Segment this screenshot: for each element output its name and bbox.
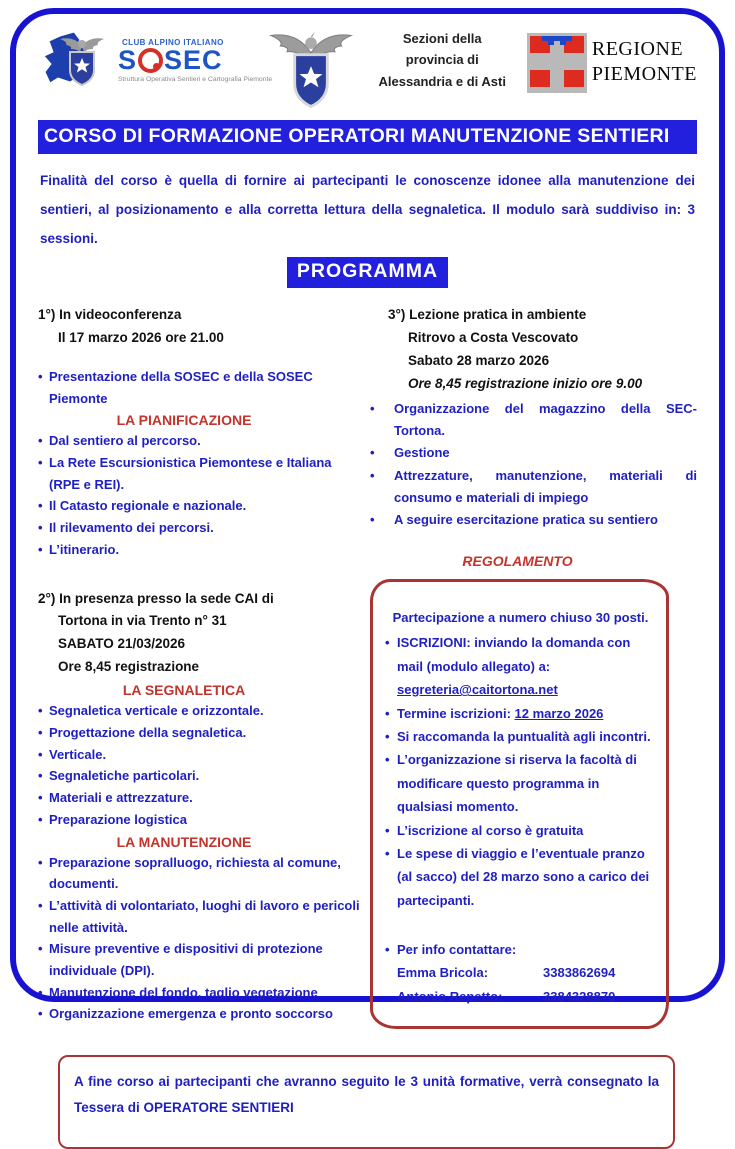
course-title-bar: CORSO DI FORMAZIONE OPERATORI MANUTENZIONE SENTIERI (38, 120, 697, 154)
session2-heading (38, 588, 360, 680)
pianificazione-heading: LA PIANIFICAZIONE (116, 412, 252, 429)
regione-line2: PIEMONTE (591, 63, 697, 85)
session3-heading (368, 304, 697, 396)
session3-line4: Ore 8,45 registrazione inizio ore 9.00 (408, 375, 643, 391)
course-intro-text: Finalità del corso è quella di fornire ai partecipanti le conoscenze idonee alla manutenzione dei sentieri, al posizionamento e alla corretta lettura della segnaletica. Il modulo sarà suddiviso in: 3 sessioni. (40, 173, 695, 247)
session1-bullets (38, 366, 360, 409)
manutenzione-bullets (38, 852, 360, 1026)
segnaletica-heading: LA SEGNALETICA (122, 682, 246, 699)
list-item (385, 702, 656, 725)
session3-line2: Ritrovo a Costa Vescovato (408, 329, 579, 345)
list-item: • Si raccomanda la puntualità agli incontri. (385, 725, 656, 748)
list-item: • Misure preventive e dispositivi di protezione individuale (DPI). (38, 938, 360, 981)
contacts-label-list (385, 938, 656, 961)
list-item: • L’attività di volontariato, luoghi di lavoro e pericoli nelle attività. (38, 895, 360, 938)
list-item: • Il Catasto regionale e nazionale. (38, 495, 360, 517)
cai-eagle-emblem-icon (263, 22, 359, 118)
list-item: • Segnaletiche particolari. (38, 765, 360, 787)
list-item: • Organizzazione emergenza e pronto soccorso (38, 1003, 360, 1025)
footer-note-box (58, 1055, 675, 1148)
left-column (38, 304, 360, 1025)
iscrizioni-label: ISCRIZIONI: inviando la domanda con mail (modulo allegato) a: (397, 635, 631, 674)
regione-piemonte-label (592, 37, 697, 87)
pianificazione-bullets (38, 430, 360, 560)
session3-bullets (368, 398, 697, 531)
list-item: • Dal sentiero al percorso. (38, 430, 360, 452)
list-item: • Verticale. (38, 744, 360, 766)
list-item: • Preparazione logistica (38, 809, 360, 831)
list-item: • Segnaletica verticale e orizzontale. (38, 700, 360, 722)
regione-piemonte-logo (526, 22, 697, 94)
regolamento-heading: REGOLAMENTO (462, 553, 573, 570)
programma-heading: PROGRAMMA (287, 257, 448, 288)
session2-line3: SABATO 21/03/2026 (58, 636, 186, 652)
contact-row (385, 985, 656, 1008)
sosec-logo (38, 22, 273, 92)
session1-subtitle: Il 17 marzo 2026 ore 21.00 (58, 329, 224, 345)
list-item: • Manutenzione del fondo, taglio vegetazione (38, 982, 360, 1004)
termine-label: Termine iscrizioni: (397, 705, 515, 721)
contact-phone: 3383862694 (543, 965, 616, 981)
list-item: • La Rete Escursionistica Piemontese e Italiana (RPE e REI). (38, 452, 360, 495)
segnaletica-bullets (38, 700, 360, 830)
sosec-name (118, 44, 272, 75)
sosec-logo-text (118, 39, 272, 84)
list-item: • Il rilevamento dei percorsi. (38, 517, 360, 539)
program-columns (38, 304, 697, 1029)
contact-name: Antonio Repetto: (397, 988, 503, 1004)
list-item (385, 631, 656, 701)
email-link[interactable]: segreteria@caitortona.net (397, 682, 558, 698)
contact-row (385, 961, 656, 984)
list-item: • L’itinerario. (38, 539, 360, 561)
list-item: • Progettazione della segnaletica. (38, 722, 360, 744)
list-item: • Materiali e attrezzature. (38, 787, 360, 809)
session1-title: 1°) In videoconferenza (38, 307, 182, 323)
manutenzione-heading: LA MANUTENZIONE (116, 833, 252, 850)
session2-line4: Ore 8,45 registrazione (58, 659, 200, 675)
sosec-name-pre: S (118, 44, 138, 75)
footer-note-text: A fine corso ai partecipanti che avranno seguito le 3 unità formative, verrà consegnato la Tessera di OPERATORE SENTIERI (74, 1074, 659, 1115)
session2-line2: Tortona in via Trento n° 31 (58, 613, 227, 629)
list-item: • L’organizzazione si riserva la facoltà di modificare questo programma in qualsiasi momento. (385, 748, 656, 818)
regione-line1: REGIONE (591, 38, 684, 60)
list-item: • L’iscrizione al corso è gratuita (385, 819, 656, 842)
regolamento-items (385, 631, 656, 912)
regolamento-box (370, 579, 669, 1029)
list-item: • Preparazione sopralluogo, richiesta al comune, documenti. (38, 852, 360, 895)
contacts-block (385, 938, 656, 1008)
regolamento-intro: Partecipazione a numero chiuso 30 posti. (392, 610, 649, 626)
list-item: • Presentazione della SOSEC e della SOSEC Piemonte (38, 366, 360, 409)
list-item: • Gestione (368, 442, 697, 464)
programma-wrap (38, 257, 697, 288)
sosec-tagline: Struttura Operativa Sentieri e Cartografia Piemonte (118, 75, 273, 83)
session2-title: 2°) In presenza presso la sede CAI di (38, 590, 274, 606)
session1-heading (38, 304, 360, 350)
list-item: • Le spese di viaggio e l’eventuale pranzo (al sacco) del 28 marzo sono a carico dei partecipanti. (385, 842, 656, 912)
header (38, 22, 697, 118)
sosec-org-label: CLUB ALPINO ITALIANO (122, 37, 224, 47)
right-column (360, 304, 697, 1029)
list-item: • A seguire esercitazione pratica su sentiero (368, 509, 697, 531)
flyer-content (38, 22, 697, 1149)
regione-piemonte-shield-icon (526, 30, 588, 94)
contact-phone: 3384328870 (543, 988, 616, 1004)
list-item: • Attrezzature, manutenzione, materiali di consumo e materiali di impiego (368, 465, 697, 508)
contact-name: Emma Bricola: (397, 965, 489, 981)
sosec-map-eagle-icon (38, 30, 116, 92)
contacts-label: • Per info contattare: (385, 938, 656, 961)
sosec-name-post: SEC (164, 44, 223, 75)
termine-date: 12 marzo 2026 (514, 705, 604, 721)
sections-text: Sezioni della provincia di Alessandria e di Asti (378, 31, 506, 89)
list-item: • Organizzazione del magazzino della SEC-Tortona. (368, 398, 697, 441)
session3-line3: Sabato 28 marzo 2026 (408, 352, 550, 368)
session3-title: 3°) Lezione pratica in ambiente (388, 307, 587, 323)
sosec-o-icon (138, 48, 163, 73)
